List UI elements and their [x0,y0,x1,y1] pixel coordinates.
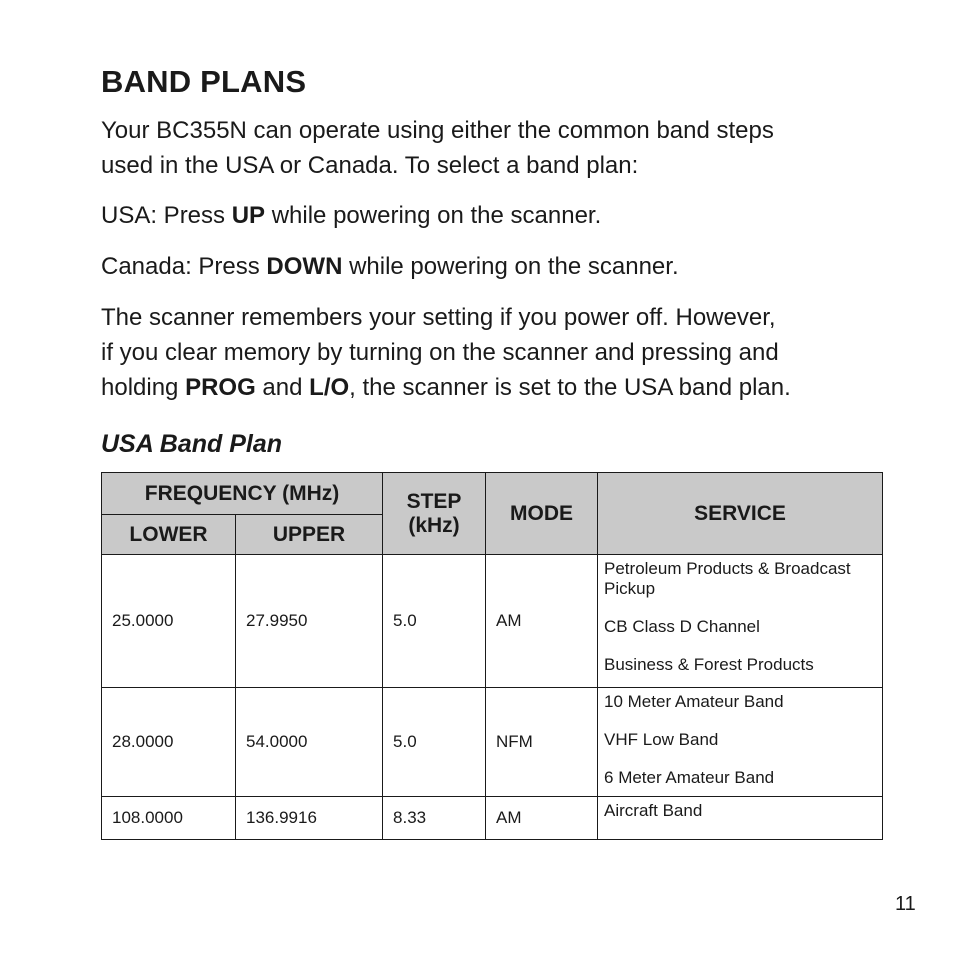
upper-header: UPPER [236,515,383,555]
upper-cell: 54.0000 [236,688,383,797]
memory-line-3-suffix: , the scanner is set to the USA band plan. [349,374,791,401]
memory-line-2: if you clear memory by turning on the scanner and pressing and [101,339,779,366]
intro-line-1: Your BC355N can operate using either the common band steps [101,117,774,144]
mode-cell: AM [486,555,598,688]
table-row [102,555,883,688]
step-header-line-2: (kHz) [408,513,460,537]
lower-cell: 28.0000 [102,688,236,797]
service-item: 10 Meter Amateur Band [604,692,784,711]
step-cell: 5.0 [383,688,486,797]
down-key: DOWN [266,253,343,280]
lower-cell: 25.0000 [102,555,236,688]
mode-header: MODE [486,473,598,555]
mode-cell: NFM [486,688,598,797]
service-item: CB Class D Channel [604,617,760,636]
section-title: USA Band Plan [101,430,283,458]
frequency-header: FREQUENCY (MHz) [102,473,383,515]
memory-line-3-prefix: holding [101,374,186,401]
up-key: UP [231,202,266,229]
intro-paragraph [101,113,881,183]
service-cell [598,688,883,797]
prog-key: PROG [185,374,256,401]
service-header: SERVICE [598,473,883,555]
canada-suffix: while powering on the scanner. [342,253,679,280]
canada-instruction [101,249,881,284]
step-header-line-1: STEP [406,489,462,513]
canada-prefix: Canada: Press [101,253,267,280]
mode-cell: AM [486,797,598,840]
usa-instruction [101,198,881,233]
service-cell [598,797,883,840]
table-row [102,688,883,797]
table-row [102,797,883,840]
step-cell: 8.33 [383,797,486,840]
step-cell: 5.0 [383,555,486,688]
lower-header: LOWER [102,515,236,555]
memory-paragraph [101,300,881,405]
lower-cell: 108.0000 [102,797,236,840]
service-item: Aircraft Band [604,801,703,820]
lo-key: L/O [309,374,350,401]
page-number: 11 [895,893,916,915]
service-item: VHF Low Band [604,730,719,749]
service-item: Petroleum Products & Broadcast Pickup [604,559,851,598]
band-plan-table [101,472,883,840]
service-item: 6 Meter Amateur Band [604,768,775,787]
service-cell [598,555,883,688]
intro-line-2: used in the USA or Canada. To select a band plan: [101,152,639,179]
service-item: Business & Forest Products [604,655,814,674]
usa-prefix: USA: Press [101,202,232,229]
memory-line-1: The scanner remembers your setting if you power off. However, [101,304,776,331]
usa-suffix: while powering on the scanner. [265,202,602,229]
step-header [383,473,486,555]
page-title: BAND PLANS [101,64,307,99]
upper-cell: 136.9916 [236,797,383,840]
upper-cell: 27.9950 [236,555,383,688]
memory-joiner: and [255,374,310,401]
